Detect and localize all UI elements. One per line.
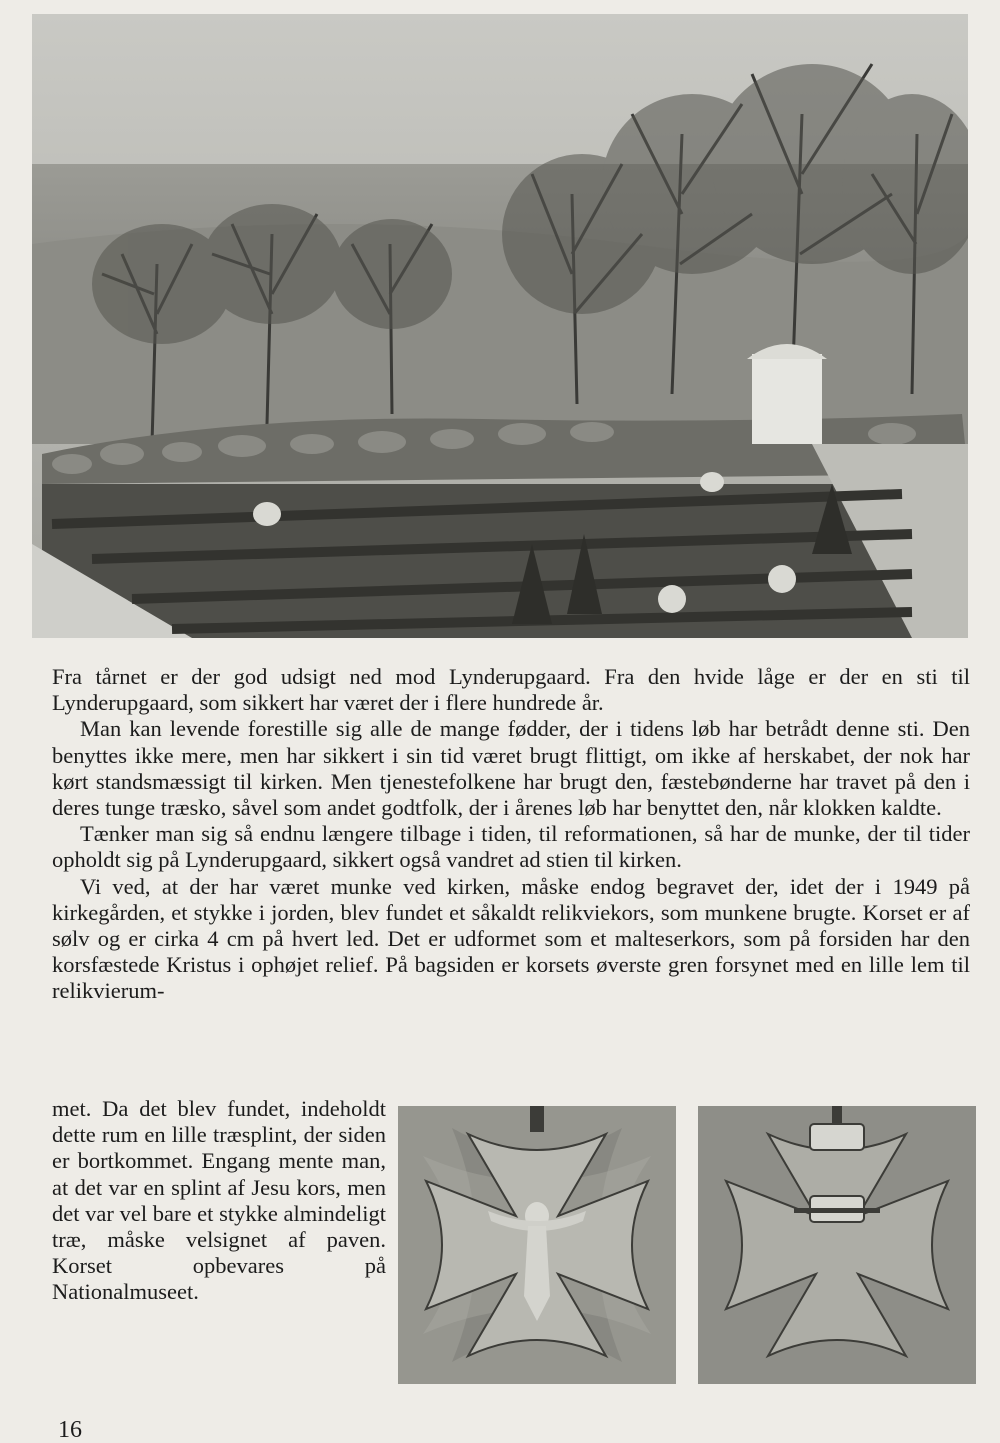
paragraph-2: Man kan levende forestille sig alle de mange fødder, der i tidens løb har betrådt denne sti. Den benyttes ikke mere, men har sikkert i sin tid været brugt flittigt, om ikke af herskabet, der nok har kørt standsmæssigt til kirken. Men tjenestefolkene har brugt den, fæstebønderne har travet på den i deres tunge træsko, såvel som andet godtfolk, der i årenes løb har benyttet den, når klokken kaldte. bbox=[52, 716, 970, 821]
churchyard-photo-image bbox=[32, 14, 968, 638]
paragraph-1: Fra tårnet er der god udsigt ned mod Lynderupgaard. Fra den hvide låge er der en sti til Lynderupgaard, som sikkert har været der i flere hundrede år. bbox=[52, 664, 970, 716]
paragraph-4: Vi ved, at der har været munke ved kirken, måske endog begravet der, idet der i 1949 på kirkegården, et stykke i jorden, blev fundet et såkaldt relikviekors, som munkene brugte. Korset er af sølv og er cirka 4 cm på hvert led. Det er udformet som et malteserkors, som på forsiden har den korsfæstede Kristus i ophøjet relief. På bagsiden er korsets øverste gren forsynet med en lille lem til relikvierum- bbox=[52, 873, 970, 1004]
cross-back-photo bbox=[698, 1106, 976, 1384]
body-text bbox=[52, 664, 970, 1005]
page-number: 16 bbox=[58, 1417, 82, 1443]
two-column-area bbox=[52, 1096, 970, 1396]
paragraph-3: Tænker man sig så endnu længere tilbage i tiden, til reformationen, så har de munke, der til tider opholdt sig på Lynderupgaard, sikkert også vandret ad stien til kirken. bbox=[52, 821, 970, 873]
cross-front-photo bbox=[398, 1106, 676, 1384]
maltese-cross-front-icon bbox=[398, 1106, 676, 1384]
churchyard-photo bbox=[32, 14, 968, 638]
maltese-cross-back-icon bbox=[698, 1106, 976, 1384]
column-text: met. Da det blev fundet, indeholdt dette rum en lille træsplint, der siden er bortkommet. Engang mente man, at det var en splint af Jesu kors, men det var vel bare et stykke almindeligt træ, måske velsignet af paven. Korset opbevares på Nationalmuseet. bbox=[52, 1096, 386, 1305]
